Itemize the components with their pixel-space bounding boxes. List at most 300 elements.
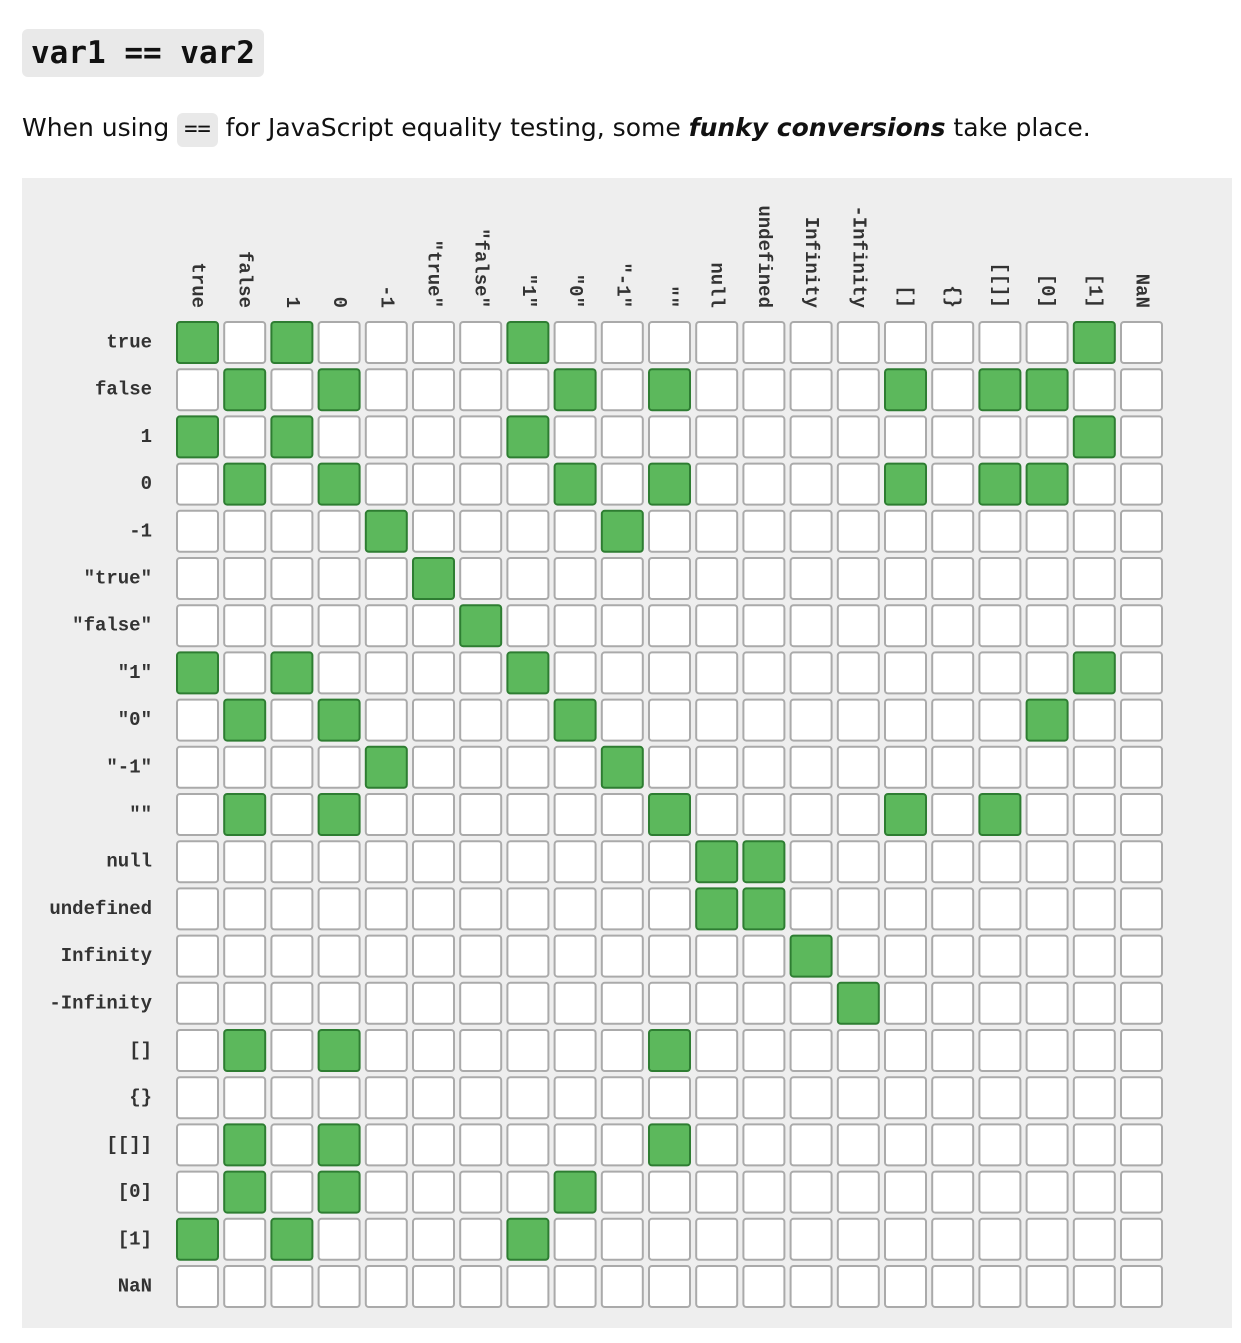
cell-r16-c4-not-equal [366, 1077, 407, 1118]
cell-r7-c7-equal [507, 652, 548, 693]
cell-r4-c11-not-equal [696, 511, 737, 552]
cell-r4-c14-not-equal [838, 511, 879, 552]
cell-r2-c5-not-equal [413, 416, 454, 457]
row-label-infinity-14: -Infinity [49, 992, 152, 1015]
cell-r14-c5-not-equal [413, 983, 454, 1024]
cell-r4-c8-not-equal [555, 511, 596, 552]
cell-r3-c13-not-equal [791, 464, 832, 505]
cell-r20-c11-not-equal [696, 1266, 737, 1307]
cell-r15-c13-not-equal [791, 1030, 832, 1071]
cell-r20-c12-not-equal [743, 1266, 784, 1307]
cell-r16-c15-not-equal [885, 1077, 926, 1118]
cell-r18-c3-equal [319, 1172, 360, 1213]
cell-r0-c6-not-equal [460, 322, 501, 363]
cell-r13-c5-not-equal [413, 936, 454, 977]
intro-text-before: When using [22, 113, 170, 142]
cell-r18-c7-not-equal [507, 1172, 548, 1213]
cell-r2-c20-not-equal [1121, 416, 1162, 457]
cell-r7-c1-not-equal [224, 652, 265, 693]
cell-r1-c3-equal [319, 369, 360, 410]
cell-r3-c19-not-equal [1074, 464, 1115, 505]
cell-r18-c18-not-equal [1027, 1172, 1068, 1213]
cell-r6-c8-not-equal [555, 605, 596, 646]
cell-r19-c6-not-equal [460, 1219, 501, 1260]
row-label-item-17: [[]] [106, 1133, 152, 1156]
cell-r7-c9-not-equal [602, 652, 643, 693]
cell-r5-c7-not-equal [507, 558, 548, 599]
cell-r10-c9-not-equal [602, 794, 643, 835]
cell-r9-c20-not-equal [1121, 747, 1162, 788]
cell-r13-c15-not-equal [885, 936, 926, 977]
cell-r4-c4-equal [366, 511, 407, 552]
cell-r8-c3-equal [319, 700, 360, 741]
cell-r11-c19-not-equal [1074, 841, 1115, 882]
intro-text-after: take place. [953, 113, 1091, 142]
cell-r6-c5-not-equal [413, 605, 454, 646]
cell-r12-c4-not-equal [366, 888, 407, 929]
cell-r5-c9-not-equal [602, 558, 643, 599]
cell-r5-c20-not-equal [1121, 558, 1162, 599]
cell-r7-c3-not-equal [319, 652, 360, 693]
cell-r17-c2-not-equal [271, 1124, 312, 1165]
cell-r4-c10-not-equal [649, 511, 690, 552]
cell-r8-c0-not-equal [177, 700, 218, 741]
row-label-0-8: "0" [117, 709, 152, 732]
cell-r6-c4-not-equal [366, 605, 407, 646]
cell-r8-c14-not-equal [838, 700, 879, 741]
cell-r16-c12-not-equal [743, 1077, 784, 1118]
column-label-item-16: {} [941, 285, 964, 308]
cell-r3-c1-equal [224, 464, 265, 505]
cell-r4-c5-not-equal [413, 511, 454, 552]
row-label-false-6: "false" [72, 614, 152, 637]
row-label-0-18: [0] [117, 1181, 152, 1204]
cell-r9-c14-not-equal [838, 747, 879, 788]
cell-r20-c6-not-equal [460, 1266, 501, 1307]
cell-r9-c12-not-equal [743, 747, 784, 788]
cell-r13-c11-not-equal [696, 936, 737, 977]
cell-r5-c4-not-equal [366, 558, 407, 599]
cell-r10-c0-not-equal [177, 794, 218, 835]
cell-r9-c7-not-equal [507, 747, 548, 788]
cell-r1-c20-not-equal [1121, 369, 1162, 410]
cell-r13-c0-not-equal [177, 936, 218, 977]
column-label-item-15: [] [894, 285, 917, 308]
cell-r6-c16-not-equal [932, 605, 973, 646]
cell-r13-c14-not-equal [838, 936, 879, 977]
cell-r9-c11-not-equal [696, 747, 737, 788]
cell-r8-c10-not-equal [649, 700, 690, 741]
cell-r13-c10-not-equal [649, 936, 690, 977]
cell-r1-c16-not-equal [932, 369, 973, 410]
cell-r3-c3-equal [319, 464, 360, 505]
cell-r18-c6-not-equal [460, 1172, 501, 1213]
cell-r13-c9-not-equal [602, 936, 643, 977]
cell-r14-c19-not-equal [1074, 983, 1115, 1024]
cell-r3-c17-equal [979, 464, 1020, 505]
cell-r6-c9-not-equal [602, 605, 643, 646]
column-label-1-4: -1 [375, 285, 398, 308]
cell-r2-c10-not-equal [649, 416, 690, 457]
cell-r15-c5-not-equal [413, 1030, 454, 1071]
cell-r18-c9-not-equal [602, 1172, 643, 1213]
row-label-1-2: 1 [140, 425, 152, 448]
cell-r19-c14-not-equal [838, 1219, 879, 1260]
cell-r16-c3-not-equal [319, 1077, 360, 1118]
page-title: var1 == var2 [22, 29, 264, 77]
cell-r3-c11-not-equal [696, 464, 737, 505]
cell-r15-c3-equal [319, 1030, 360, 1071]
cell-r1-c17-equal [979, 369, 1020, 410]
cell-r9-c9-equal [602, 747, 643, 788]
cell-r15-c6-not-equal [460, 1030, 501, 1071]
cell-r11-c14-not-equal [838, 841, 879, 882]
cell-r9-c18-not-equal [1027, 747, 1068, 788]
cell-r15-c1-equal [224, 1030, 265, 1071]
column-label-infinity-14: -Infinity [847, 205, 870, 308]
cell-r8-c8-equal [555, 700, 596, 741]
cell-r10-c17-equal [979, 794, 1020, 835]
cell-r1-c0-not-equal [177, 369, 218, 410]
intro-paragraph [22, 108, 1091, 148]
row-label-1-4: -1 [129, 520, 152, 543]
cell-r9-c16-not-equal [932, 747, 973, 788]
cell-r18-c0-not-equal [177, 1172, 218, 1213]
cell-r14-c4-not-equal [366, 983, 407, 1024]
cell-r19-c5-not-equal [413, 1219, 454, 1260]
cell-r17-c13-not-equal [791, 1124, 832, 1165]
cell-r7-c4-not-equal [366, 652, 407, 693]
cell-r15-c14-not-equal [838, 1030, 879, 1071]
cell-r2-c19-equal [1074, 416, 1115, 457]
cell-r13-c4-not-equal [366, 936, 407, 977]
cell-r3-c8-equal [555, 464, 596, 505]
row-label-1-19: [1] [117, 1228, 152, 1251]
cell-r14-c15-not-equal [885, 983, 926, 1024]
cell-r10-c4-not-equal [366, 794, 407, 835]
cell-r5-c6-not-equal [460, 558, 501, 599]
cell-r11-c18-not-equal [1027, 841, 1068, 882]
cell-r1-c18-equal [1027, 369, 1068, 410]
cell-r13-c16-not-equal [932, 936, 973, 977]
cell-r6-c13-not-equal [791, 605, 832, 646]
cell-r7-c16-not-equal [932, 652, 973, 693]
cell-r12-c12-equal [743, 888, 784, 929]
cell-r9-c4-equal [366, 747, 407, 788]
cell-r17-c6-not-equal [460, 1124, 501, 1165]
cell-r2-c3-not-equal [319, 416, 360, 457]
cell-r3-c6-not-equal [460, 464, 501, 505]
column-label-true-5: "true" [422, 239, 445, 308]
cell-r18-c13-not-equal [791, 1172, 832, 1213]
cell-r17-c5-not-equal [413, 1124, 454, 1165]
cell-r19-c0-equal [177, 1219, 218, 1260]
cell-r6-c6-equal [460, 605, 501, 646]
cell-r18-c16-not-equal [932, 1172, 973, 1213]
cell-r6-c12-not-equal [743, 605, 784, 646]
cell-r12-c19-not-equal [1074, 888, 1115, 929]
cell-r16-c18-not-equal [1027, 1077, 1068, 1118]
cell-r16-c11-not-equal [696, 1077, 737, 1118]
cell-r7-c12-not-equal [743, 652, 784, 693]
cell-r18-c15-not-equal [885, 1172, 926, 1213]
cell-r16-c14-not-equal [838, 1077, 879, 1118]
cell-r6-c0-not-equal [177, 605, 218, 646]
cell-r17-c19-not-equal [1074, 1124, 1115, 1165]
column-label-null-11: null [705, 262, 728, 308]
cell-r15-c0-not-equal [177, 1030, 218, 1071]
cell-r8-c6-not-equal [460, 700, 501, 741]
cell-r2-c2-equal [271, 416, 312, 457]
cell-r20-c19-not-equal [1074, 1266, 1115, 1307]
cell-r4-c12-not-equal [743, 511, 784, 552]
cell-r0-c2-equal [271, 322, 312, 363]
row-label-1-7: "1" [117, 661, 152, 684]
cell-r0-c16-not-equal [932, 322, 973, 363]
cell-r1-c7-not-equal [507, 369, 548, 410]
cell-r14-c17-not-equal [979, 983, 1020, 1024]
cell-r10-c1-equal [224, 794, 265, 835]
cell-r1-c11-not-equal [696, 369, 737, 410]
cell-r3-c16-not-equal [932, 464, 973, 505]
cell-r16-c8-not-equal [555, 1077, 596, 1118]
cell-r19-c11-not-equal [696, 1219, 737, 1260]
cell-r5-c0-not-equal [177, 558, 218, 599]
cell-r20-c15-not-equal [885, 1266, 926, 1307]
cell-r19-c12-not-equal [743, 1219, 784, 1260]
cell-r16-c13-not-equal [791, 1077, 832, 1118]
cell-r5-c5-equal [413, 558, 454, 599]
cell-r12-c1-not-equal [224, 888, 265, 929]
cell-r12-c15-not-equal [885, 888, 926, 929]
cell-r14-c7-not-equal [507, 983, 548, 1024]
cell-r3-c5-not-equal [413, 464, 454, 505]
cell-r10-c14-not-equal [838, 794, 879, 835]
cell-r9-c13-not-equal [791, 747, 832, 788]
cell-r7-c19-equal [1074, 652, 1115, 693]
cell-r6-c18-not-equal [1027, 605, 1068, 646]
cell-r4-c15-not-equal [885, 511, 926, 552]
cell-r14-c0-not-equal [177, 983, 218, 1024]
cell-r18-c14-not-equal [838, 1172, 879, 1213]
cell-r5-c18-not-equal [1027, 558, 1068, 599]
cell-r18-c5-not-equal [413, 1172, 454, 1213]
cell-r13-c20-not-equal [1121, 936, 1162, 977]
cell-r0-c19-equal [1074, 322, 1115, 363]
cell-r19-c16-not-equal [932, 1219, 973, 1260]
cell-r13-c1-not-equal [224, 936, 265, 977]
cell-r14-c18-not-equal [1027, 983, 1068, 1024]
cell-r14-c14-equal [838, 983, 879, 1024]
cell-r2-c4-not-equal [366, 416, 407, 457]
cell-r18-c12-not-equal [743, 1172, 784, 1213]
cell-r4-c20-not-equal [1121, 511, 1162, 552]
cell-r1-c1-equal [224, 369, 265, 410]
cell-r8-c1-equal [224, 700, 265, 741]
cell-r9-c2-not-equal [271, 747, 312, 788]
cell-r5-c11-not-equal [696, 558, 737, 599]
cell-r14-c8-not-equal [555, 983, 596, 1024]
cell-r3-c7-not-equal [507, 464, 548, 505]
cell-r5-c16-not-equal [932, 558, 973, 599]
cell-r16-c6-not-equal [460, 1077, 501, 1118]
cell-r4-c0-not-equal [177, 511, 218, 552]
cell-r5-c13-not-equal [791, 558, 832, 599]
column-label-0-3: 0 [328, 296, 351, 308]
cell-r5-c15-not-equal [885, 558, 926, 599]
cell-r9-c6-not-equal [460, 747, 501, 788]
cell-r11-c0-not-equal [177, 841, 218, 882]
row-label-nan-20: NaN [117, 1275, 152, 1298]
cell-r0-c5-not-equal [413, 322, 454, 363]
cell-r9-c19-not-equal [1074, 747, 1115, 788]
cell-r8-c17-not-equal [979, 700, 1020, 741]
cell-r2-c14-not-equal [838, 416, 879, 457]
row-label-true-5: "true" [83, 567, 152, 590]
row-label-1-9: "-1" [106, 756, 152, 779]
cell-r16-c9-not-equal [602, 1077, 643, 1118]
column-label-0-18: [0] [1036, 273, 1059, 308]
cell-r19-c19-not-equal [1074, 1219, 1115, 1260]
cell-r20-c18-not-equal [1027, 1266, 1068, 1307]
cell-r19-c20-not-equal [1121, 1219, 1162, 1260]
cell-r18-c1-equal [224, 1172, 265, 1213]
row-label-false-1: false [94, 378, 152, 401]
cell-r12-c5-not-equal [413, 888, 454, 929]
cell-r17-c12-not-equal [743, 1124, 784, 1165]
cell-r6-c15-not-equal [885, 605, 926, 646]
cell-r12-c6-not-equal [460, 888, 501, 929]
cell-r11-c16-not-equal [932, 841, 973, 882]
row-label-item-15: [] [129, 1039, 152, 1062]
cell-r16-c20-not-equal [1121, 1077, 1162, 1118]
cell-r11-c1-not-equal [224, 841, 265, 882]
cell-r7-c18-not-equal [1027, 652, 1068, 693]
column-label-infinity-13: Infinity [800, 216, 823, 308]
cell-r4-c2-not-equal [271, 511, 312, 552]
cell-r1-c5-not-equal [413, 369, 454, 410]
column-label-1-7: "1" [516, 273, 539, 308]
cell-r11-c17-not-equal [979, 841, 1020, 882]
cell-r6-c19-not-equal [1074, 605, 1115, 646]
cell-r6-c2-not-equal [271, 605, 312, 646]
cell-r8-c16-not-equal [932, 700, 973, 741]
cell-r4-c7-not-equal [507, 511, 548, 552]
cell-r0-c8-not-equal [555, 322, 596, 363]
cell-r15-c18-not-equal [1027, 1030, 1068, 1071]
cell-r0-c12-not-equal [743, 322, 784, 363]
cell-r17-c3-equal [319, 1124, 360, 1165]
cell-r2-c12-not-equal [743, 416, 784, 457]
cell-r19-c7-equal [507, 1219, 548, 1260]
cell-r19-c2-equal [271, 1219, 312, 1260]
cell-r18-c19-not-equal [1074, 1172, 1115, 1213]
cell-r5-c2-not-equal [271, 558, 312, 599]
cell-r15-c12-not-equal [743, 1030, 784, 1071]
column-labels [187, 205, 1153, 308]
cell-r5-c3-not-equal [319, 558, 360, 599]
cell-r0-c7-equal [507, 322, 548, 363]
cell-r19-c1-not-equal [224, 1219, 265, 1260]
cell-r1-c10-equal [649, 369, 690, 410]
intro-emphasis: funky conversions [688, 113, 946, 142]
cell-r15-c2-not-equal [271, 1030, 312, 1071]
cell-r8-c19-not-equal [1074, 700, 1115, 741]
cell-r2-c8-not-equal [555, 416, 596, 457]
cell-r0-c1-not-equal [224, 322, 265, 363]
cell-r13-c17-not-equal [979, 936, 1020, 977]
cell-r14-c6-not-equal [460, 983, 501, 1024]
cell-r19-c8-not-equal [555, 1219, 596, 1260]
cell-r10-c6-not-equal [460, 794, 501, 835]
cell-r16-c7-not-equal [507, 1077, 548, 1118]
cell-r2-c17-not-equal [979, 416, 1020, 457]
cell-r13-c13-equal [791, 936, 832, 977]
cell-r4-c1-not-equal [224, 511, 265, 552]
cell-r1-c19-not-equal [1074, 369, 1115, 410]
cell-r20-c7-not-equal [507, 1266, 548, 1307]
cell-r20-c3-not-equal [319, 1266, 360, 1307]
cell-r13-c8-not-equal [555, 936, 596, 977]
cell-r17-c9-not-equal [602, 1124, 643, 1165]
cell-r0-c0-equal [177, 322, 218, 363]
cell-r1-c12-not-equal [743, 369, 784, 410]
cell-r9-c8-not-equal [555, 747, 596, 788]
cell-r4-c13-not-equal [791, 511, 832, 552]
cell-r7-c8-not-equal [555, 652, 596, 693]
cell-r12-c8-not-equal [555, 888, 596, 929]
cell-r1-c15-equal [885, 369, 926, 410]
cell-r18-c8-equal [555, 1172, 596, 1213]
cell-r14-c16-not-equal [932, 983, 973, 1024]
cell-r8-c9-not-equal [602, 700, 643, 741]
cell-r18-c20-not-equal [1121, 1172, 1162, 1213]
cell-r20-c8-not-equal [555, 1266, 596, 1307]
column-label-1-9: "-1" [611, 262, 634, 308]
column-label-item-17: [[]] [988, 262, 1011, 308]
row-labels [49, 332, 152, 1298]
row-label-item-16: {} [129, 1086, 152, 1109]
cell-r6-c10-not-equal [649, 605, 690, 646]
cell-r12-c20-not-equal [1121, 888, 1162, 929]
column-label-0-8: "0" [564, 273, 587, 308]
cell-r14-c2-not-equal [271, 983, 312, 1024]
cell-r2-c15-not-equal [885, 416, 926, 457]
cell-r2-c16-not-equal [932, 416, 973, 457]
cell-r5-c1-not-equal [224, 558, 265, 599]
cell-r3-c0-not-equal [177, 464, 218, 505]
cell-r7-c14-not-equal [838, 652, 879, 693]
cell-r19-c13-not-equal [791, 1219, 832, 1260]
cell-r4-c3-not-equal [319, 511, 360, 552]
cell-r8-c5-not-equal [413, 700, 454, 741]
row-label-undefined-12: undefined [49, 897, 152, 920]
cell-r3-c14-not-equal [838, 464, 879, 505]
cell-r2-c9-not-equal [602, 416, 643, 457]
cell-r17-c4-not-equal [366, 1124, 407, 1165]
cell-r3-c2-not-equal [271, 464, 312, 505]
cell-r15-c20-not-equal [1121, 1030, 1162, 1071]
column-label-1-2: 1 [280, 296, 303, 308]
row-label-true-0: true [106, 331, 152, 354]
cell-r4-c6-not-equal [460, 511, 501, 552]
cell-r12-c2-not-equal [271, 888, 312, 929]
cell-r13-c6-not-equal [460, 936, 501, 977]
cell-r11-c12-equal [743, 841, 784, 882]
cell-r11-c10-not-equal [649, 841, 690, 882]
cell-r0-c9-not-equal [602, 322, 643, 363]
cell-r2-c7-equal [507, 416, 548, 457]
